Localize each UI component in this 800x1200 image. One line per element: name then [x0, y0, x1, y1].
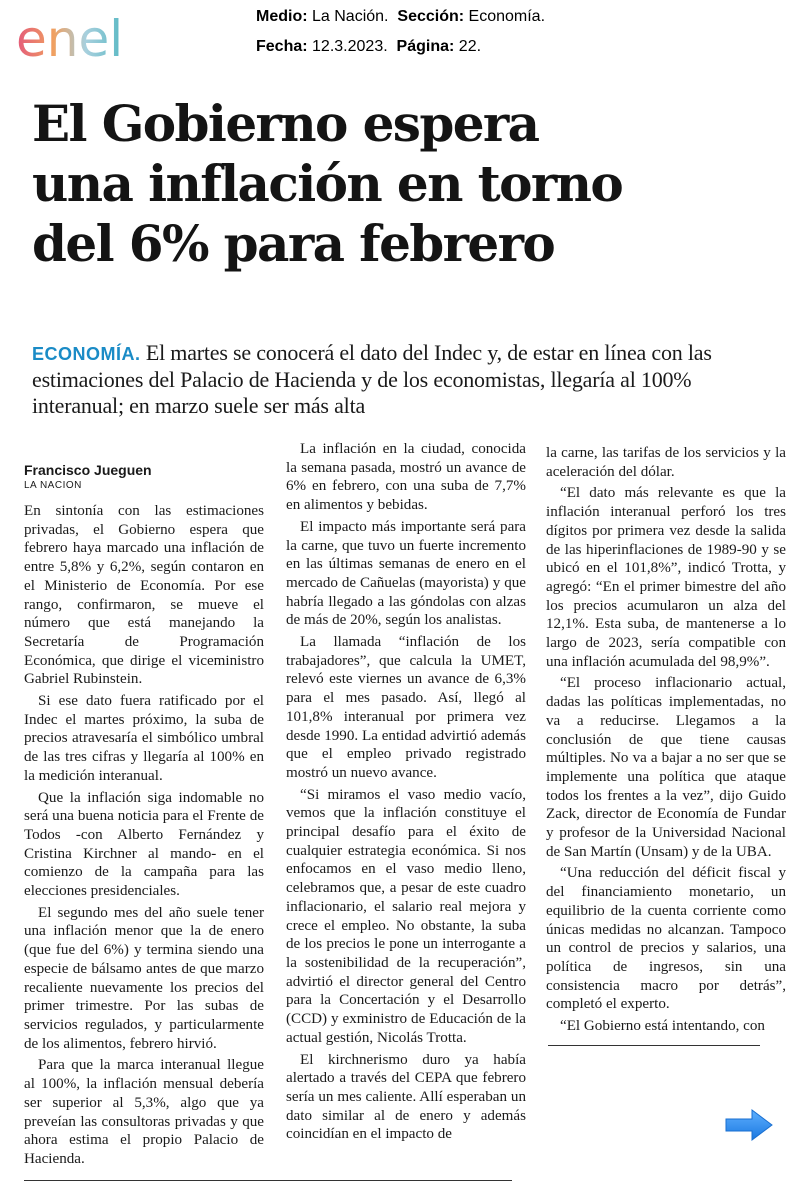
section-label: Sección: [397, 8, 465, 25]
paragraph: El segundo mes del año suele tener una inflación menor que la de enero (que fue del 6%) y termina siendo una especie de bálsamo antes de que marzo recaliente nuevamente los precios del primer trimestre. Por las subas de servicios regulados, y particularmente de los alimentos, febrero hirvió. [24, 904, 264, 1052]
paragraph: “El dato más relevante es que la inflación interanual perforó los tres dígitos por primera vez desde la salida de las hiperinflaciones de 1989-90 y se ubicó en el 101,8%”, indicó Trotta, y agregó: “En el primer bimestre del año los precios acumularon un alza del 12,1%. Esta suba, de mantenerse a lo largo de 2023, sería compatible con una inflación acumulada del 98,9%”. [546, 485, 786, 670]
enel-logo [14, 12, 174, 72]
paragraph: “Una reducción del déficit fiscal y del financiamiento monetario, un equilibrio de la cuenta corriente como únicas medidas no alcanzan. Tampoco un control de precios y salarios, una política de ingresos, sin una consistencia macro por detrás”, completó el experto. [546, 865, 786, 1013]
page-value: 22. [458, 38, 482, 55]
article-lede [32, 340, 777, 419]
byline [24, 462, 264, 491]
headline-line-3: del 6% para febrero [32, 214, 555, 273]
paragraph: la carne, las tarifas de los servicios y la aceleración del dólar. [546, 445, 786, 480]
byline-author: Francisco Jueguen [24, 462, 152, 478]
paragraph: Si ese dato fuera ratificado por el Indec el martes próximo, la suba de precios atravesaría el simbólico umbral de las tres cifras y llegaría al 100% en la medición interanual. [24, 693, 264, 784]
meta-row-date [256, 36, 756, 66]
paragraph: “El Gobierno está intentando, con [560, 1018, 765, 1035]
article-headline [32, 94, 772, 274]
paragraph: Para que la marca interanual llegue al 100%, la inflación mensual debería ser superior al 5,3%, algo que ya preveían las consultoras privadas y que ahora estima el propio Palacio de Hacienda. [24, 1057, 264, 1167]
clipping-meta [256, 6, 756, 66]
headline-line-2: una inflación en torno [32, 154, 623, 213]
paragraph: El impacto más importante será para la carne, que tuvo un fuerte incremento en las últimas semanas de enero en el mercado de Cañuelas (mayorista) y que habría llegado a las góndolas con alzas de más de 20%, según los analistas. [286, 518, 526, 629]
lede-text: El martes se conocerá el dato del Indec y, de estar en línea con las estimaciones del Palacio de Hacienda y de los economistas, llegaría al 100% interanual; en marzo suele ser más alta [32, 340, 712, 418]
paragraph: El kirchnerismo duro ya había alertado a través del CEPA que febrero sería un mes caliente. Allí esperaban un dato similar al de enero y además coincidían en el impacto de [286, 1051, 526, 1143]
paragraph: En sintonía con las estimaciones privadas, el Gobierno espera que febrero haya marcado una inflación de entre 5,8% y 6,2%, según contaron en el Ministerio de Economía. Por ese rango, confirmaron, se mueve el número que está manejando la Secretaría de Programación Económica, que dirige el viceministro Gabriel Rubinstein. [24, 503, 264, 688]
byline-outlet: LA NACION [24, 480, 82, 491]
article-column-3 [546, 444, 786, 1039]
meta-row-source [256, 6, 756, 36]
date-value: 12.3.2023. [312, 38, 388, 55]
paragraph: Que la inflación siga indomable no será una buena noticia para el Frente de Todos -con Alberto Fernández y Cristina Kirchner al mando- en el comienzo de la campaña para las elecciones presidenciales. [24, 789, 264, 900]
section-value: Economía. [468, 8, 546, 25]
page-label: Página: [396, 38, 455, 55]
medium-value: La Nación. [312, 8, 389, 25]
paragraph: La inflación en la ciudad, conocida la semana pasada, mostró un avance de 6% en febrero, con una suba de 7,7% en alimentos y bebidas. [286, 441, 526, 514]
right-arrow-icon[interactable] [724, 1108, 774, 1142]
paragraph: La llamada “inflación de los trabajadores”, que calcula la UMET, relevó este viernes un avance de 6,3% para el mes pasado. Así, llegó al 101,8% interanual por primera vez desde 1990. La entidad advirtió además que el empleo privado registrado mostró un nuevo avance. [286, 634, 526, 781]
article-column-1 [24, 502, 264, 1172]
date-label: Fecha: [256, 38, 308, 55]
enel-logo-text: enel [16, 12, 124, 68]
article-column-2 [286, 440, 526, 1147]
paragraph: “El proceso inflacionario actual, dadas las políticas implementadas, no va a reducirse. Llegamos a la conclusión de que tiene causas múltiples. No va a bajar a no ser que se implemente una política que ataque todos los frentes a la vez”, dijo Guido Zack, director de Economía de Fundar y profesor de la Universidad Nacional de San Martín (Unsam) y de la UBA. [546, 675, 786, 860]
medium-label: Medio: [256, 8, 308, 25]
paragraph: “Si miramos el vaso medio vacío, vemos que la inflación constituye el principal desafío para el éxito de cualquier estrategia económica. Si nos enfocamos en el vaso medio lleno, celebramos que, a pesar de este cuadro inflacionario, el salario real mejora y crece el empleo. No obstante, la suba de los precios le pone un interrogante a la sostenibilidad de la recuperación”, advirtió el director general del Centro para la Concertación y el Desarrollo (CCD) y exministro de Educación de la actual gestión, Nicolás Trotta. [286, 786, 526, 1046]
headline-line-1: El Gobierno espera [32, 94, 539, 153]
page-bottom-rule [24, 1180, 512, 1181]
column-end-rule [548, 1045, 760, 1046]
lede-section-tag: ECONOMÍA. [32, 344, 141, 364]
